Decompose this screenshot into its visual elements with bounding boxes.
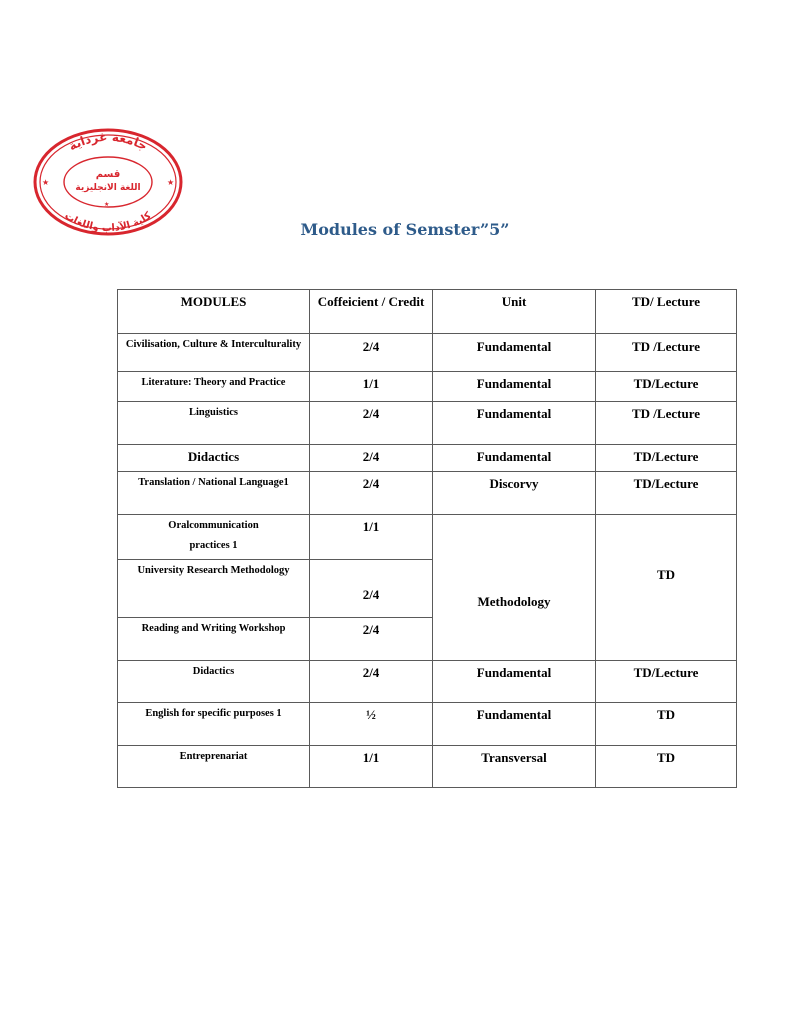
- stamp-inner-top-text: قسم: [95, 169, 121, 180]
- module-unit: Transversal: [433, 746, 596, 788]
- module-td: TD/Lecture: [596, 661, 737, 703]
- module-td: TD /Lecture: [596, 334, 737, 372]
- module-unit: Fundamental: [433, 334, 596, 372]
- table-row: [118, 515, 737, 560]
- table-row: [118, 402, 737, 445]
- module-td: TD/Lecture: [596, 372, 737, 402]
- module-name: Civilisation, Culture & Interculturality: [118, 334, 310, 372]
- page-title: Modules of Semster”5”: [300, 220, 510, 239]
- module-coefficient: 1/1: [310, 746, 433, 788]
- module-coefficient: 2/4: [310, 472, 433, 515]
- table-header-row: [118, 290, 737, 334]
- modules-table: [117, 289, 737, 788]
- module-coefficient: 2/4: [310, 618, 433, 661]
- stamp-bottom-text: كلية الآداب واللغات: [62, 210, 154, 235]
- module-unit: Fundamental: [433, 661, 596, 703]
- module-unit: Fundamental: [433, 402, 596, 445]
- module-name: Entreprenariat: [118, 746, 310, 788]
- module-name: English for specific purposes 1: [118, 703, 310, 746]
- module-unit: Fundamental: [433, 372, 596, 402]
- module-coefficient: 2/4: [310, 560, 433, 618]
- module-name: Linguistics: [118, 402, 310, 445]
- merged-td: TD: [596, 515, 737, 661]
- module-coefficient: 1/1: [310, 372, 433, 402]
- module-coefficient: ½: [310, 703, 433, 746]
- module-name: Didactics: [118, 445, 310, 472]
- header-coefficient: Coffeicient / Credit: [310, 290, 433, 334]
- module-coefficient: 2/4: [310, 402, 433, 445]
- module-name: Didactics: [118, 661, 310, 703]
- module-td: TD: [596, 746, 737, 788]
- module-td: TD/Lecture: [596, 445, 737, 472]
- table-row: [118, 703, 737, 746]
- module-name: Translation / National Language1: [118, 472, 310, 515]
- merged-unit: Methodology: [433, 515, 596, 661]
- stamp-inner-text: اللغة الانجليزية: [75, 183, 141, 193]
- module-unit: Fundamental: [433, 445, 596, 472]
- module-td: TD /Lecture: [596, 402, 737, 445]
- table-row: [118, 445, 737, 472]
- stamp-star-icon: ★: [104, 202, 110, 208]
- table-row: [118, 661, 737, 703]
- table-row: [118, 372, 737, 402]
- module-coefficient: 2/4: [310, 334, 433, 372]
- header-td-lecture: TD/ Lecture: [596, 290, 737, 334]
- module-coefficient: 2/4: [310, 445, 433, 472]
- stamp-star-icon: ★: [167, 178, 175, 187]
- module-unit: Fundamental: [433, 703, 596, 746]
- module-coefficient: 2/4: [310, 661, 433, 703]
- header-unit: Unit: [433, 290, 596, 334]
- table-row: [118, 334, 737, 372]
- module-name: Reading and Writing Workshop: [118, 618, 310, 661]
- table-row: [118, 472, 737, 515]
- module-name: [118, 515, 310, 560]
- stamp-outer-text: جامعة غرداية: [66, 129, 150, 154]
- module-name: Literature: Theory and Practice: [118, 372, 310, 402]
- module-name: University Research Methodology: [118, 560, 310, 618]
- module-td: TD/Lecture: [596, 472, 737, 515]
- header-modules: MODULES: [118, 290, 310, 334]
- module-td: TD: [596, 703, 737, 746]
- module-unit: Discorvy: [433, 472, 596, 515]
- module-coefficient: 1/1: [310, 515, 433, 560]
- table-row: [118, 746, 737, 788]
- module-name-line2: practices 1: [189, 540, 238, 552]
- stamp-star-icon: ★: [42, 178, 50, 187]
- module-name-line1: Oralcommunication: [168, 520, 259, 531]
